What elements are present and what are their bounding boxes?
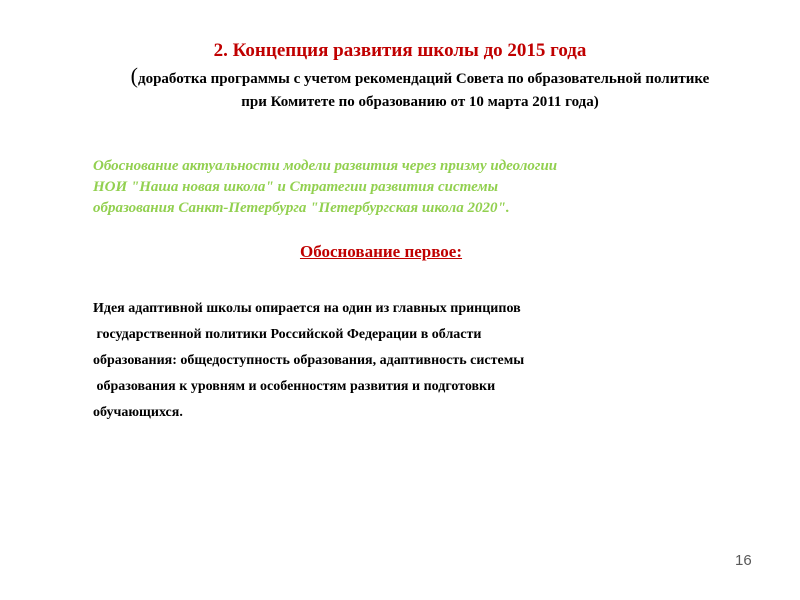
body-line: Идея адаптивной школы опирается на один из главных принципов: [93, 301, 521, 316]
rationale-line: НОИ "Наша новая школа" и Стратегии развития системы: [93, 179, 499, 195]
rationale-block: [93, 156, 693, 219]
section-heading: Обоснование первое:: [299, 242, 463, 261]
rationale-line: Обоснование актуальности модели развития через призму идеологии: [93, 158, 558, 174]
body-line: обучающихся.: [93, 405, 183, 420]
body-line: образования к уровням и особенностям развития и подготовки: [93, 379, 496, 394]
subtitle-line-1-text: доработка программы с учетом рекомендаций Совета по образовательной политике: [138, 71, 710, 87]
body-line: государственной политики Российской Федерации в области: [93, 327, 482, 342]
body-line: образования: общедоступность образования, адаптивность системы: [93, 353, 525, 368]
slide-subtitle: [50, 64, 790, 114]
body-paragraph: [93, 296, 713, 426]
page-number: 16: [735, 552, 752, 569]
subtitle-line-2: при Комитете по образованию от 10 марта 2011 года): [241, 94, 599, 110]
slide-title: 2. Концепция развития школы до 2015 года: [213, 40, 587, 61]
rationale-line: образования Санкт-Петербурга "Петербургская школа 2020".: [93, 200, 510, 216]
subtitle-open-paren: (: [130, 63, 138, 88]
subtitle-line-1: [50, 64, 790, 91]
